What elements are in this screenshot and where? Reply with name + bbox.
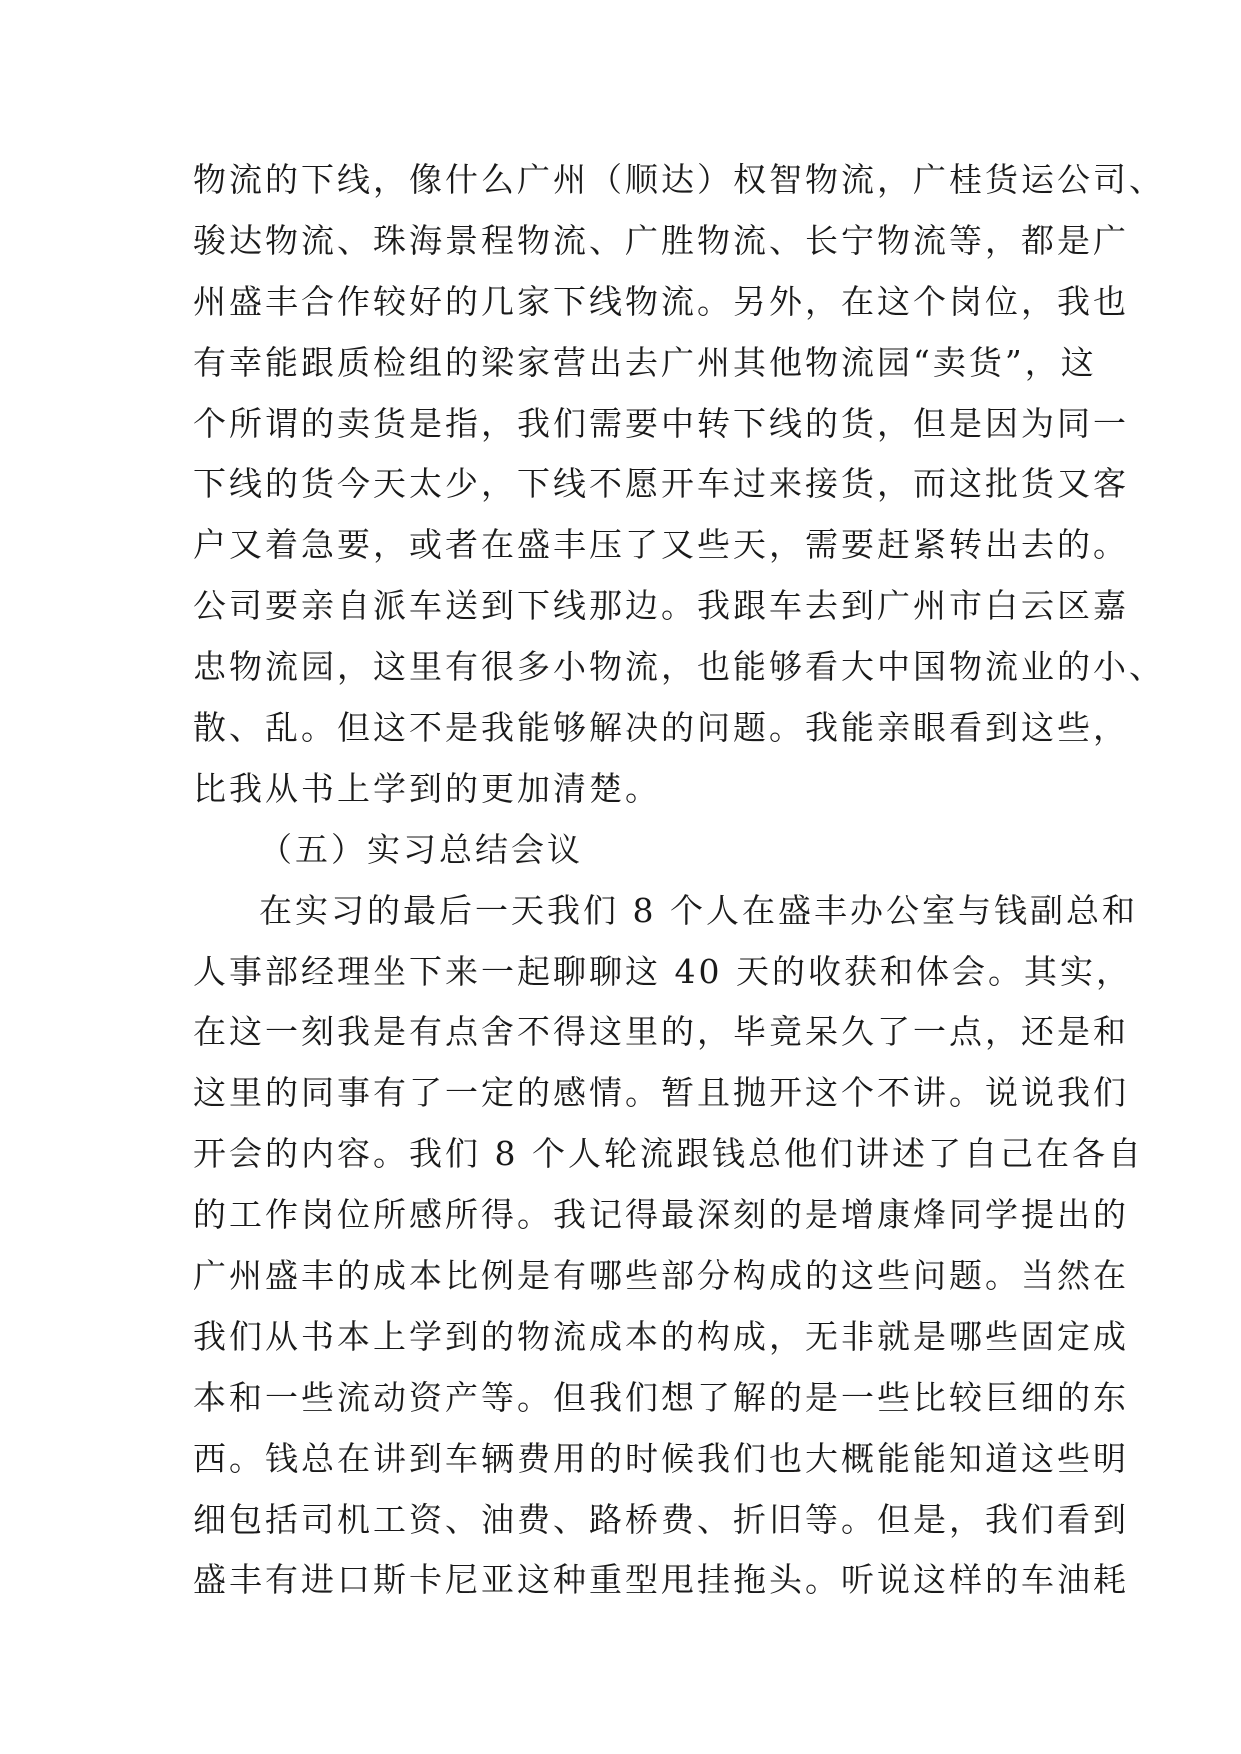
section-heading: （五）实习总结会议 xyxy=(259,829,583,869)
text-line: 有幸能跟质检组的梁家营出去广州其他物流园“卖货”，这 xyxy=(193,342,1097,382)
text-line: 细包括司机工资、油费、路桥费、折旧等。但是，我们看到 xyxy=(193,1499,1129,1539)
text-line: 广州盛丰的成本比例是有哪些部分构成的这些问题。当然在 xyxy=(193,1256,1129,1296)
text-line: 散、乱。但这不是我能够解决的问题。我能亲眼看到这些， xyxy=(193,708,1129,748)
text-line: 骏达物流、珠海景程物流、广胜物流、长宁物流等，都是广 xyxy=(193,220,1129,260)
text-line: 的工作岗位所感所得。我记得最深刻的是增康烽同学提出的 xyxy=(193,1195,1129,1235)
paragraph-first-line: 在实习的最后一天我们 8 个人在盛丰办公室与钱副总和 xyxy=(259,890,1138,930)
text-line: 州盛丰合作较好的几家下线物流。另外，在这个岗位，我也 xyxy=(193,281,1129,321)
text-line: 下线的货今天太少，下线不愿开车过来接货，而这批货又客 xyxy=(193,464,1129,504)
text-line: 公司要亲自派车送到下线那边。我跟车去到广州市白云区嘉 xyxy=(193,586,1129,626)
text-line: 这里的同事有了一定的感情。暂且抛开这个不讲。说说我们 xyxy=(193,1073,1129,1113)
text-line: 户又着急要，或者在盛丰压了又些天，需要赶紧转出去的。 xyxy=(193,525,1129,565)
text-line: 个所谓的卖货是指，我们需要中转下线的货，但是因为同一 xyxy=(193,403,1129,443)
text-line: 忠物流园，这里有很多小物流，也能够看大中国物流业的小、 xyxy=(193,647,1165,687)
text-line: 盛丰有进口斯卡尼亚这种重型甩挂拖头。听说这样的车油耗 xyxy=(193,1560,1129,1600)
text-line: 本和一些流动资产等。但我们想了解的是一些比较巨细的东 xyxy=(193,1377,1129,1417)
text-line: 我们从书本上学到的物流成本的构成，无非就是哪些固定成 xyxy=(193,1316,1129,1356)
text-line: 人事部经理坐下来一起聊聊这 40 天的收获和体会。其实， xyxy=(193,951,1132,991)
text-line: 西。钱总在讲到车辆费用的时候我们也大概能能知道这些明 xyxy=(193,1438,1129,1478)
text-line: 在这一刻我是有点舍不得这里的，毕竟呆久了一点，还是和 xyxy=(193,1012,1129,1052)
text-line: 物流的下线，像什么广州（顺达）权智物流，广桂货运公司、 xyxy=(193,160,1165,199)
document-body xyxy=(193,150,1165,1611)
text-line: 比我从书上学到的更加清楚。 xyxy=(193,768,661,808)
text-line: 开会的内容。我们 8 个人轮流跟钱总他们讲述了自己在各自 xyxy=(193,1134,1144,1174)
